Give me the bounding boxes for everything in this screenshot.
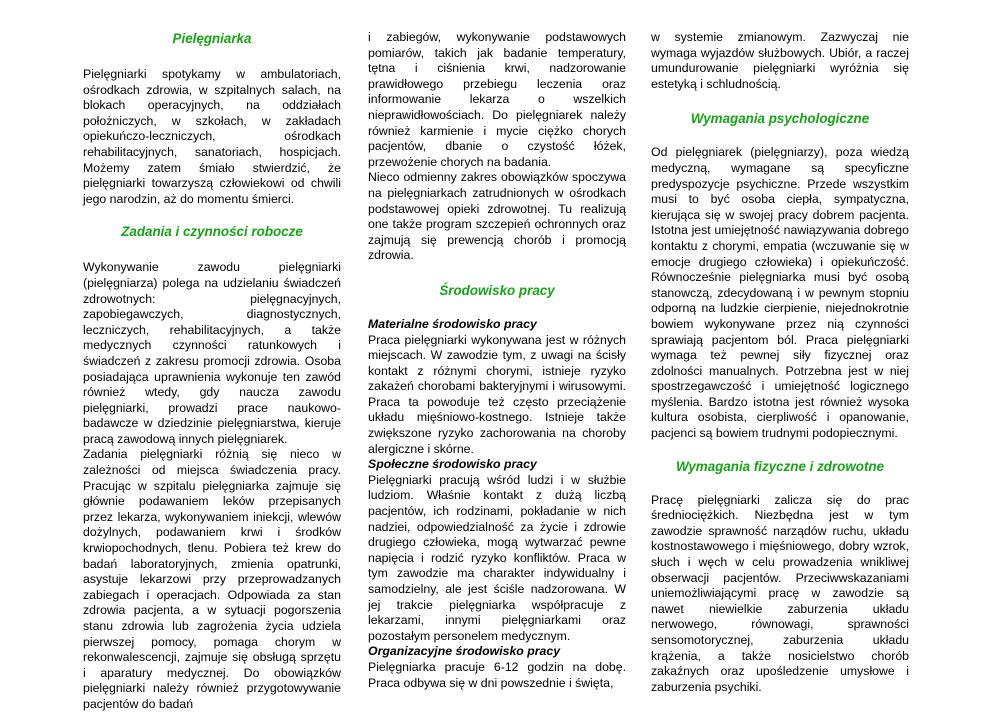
heading-pielegniarka: Pielęgniarka (172, 31, 252, 46)
org-env-paragraph: Pielęgniarka pracuje 6-12 godzin na dobę. Praca odbywa się w dni powszednie i święta, (368, 659, 626, 690)
tasks-paragraph-3: i zabiegów, wykonywanie podstawowych pomiarów, takich jak badanie temperatury, tętna i ciśnienia krwi, nadzorowanie prawidłowego przebiegu leczenia oraz informowanie lekarza o wszelkich nieprawidłowościach. Do pielęgniarek należy również karmienie i mycie ciężko chorych pacjentów, dbanie o czystość łóżek, przewożenie chorych na badania. (368, 30, 626, 169)
intro-paragraph: Pielęgniarki spotykamy w ambulatoriach, ośrodkach zdrowia, w szpitalnych salach, na blokach operacyjnych, na oddziałach położniczych, w szkołach, w zakładach opiekuńczo-leczniczych, ośrodkach rehabilitacyjnych, sanatoriach, hospicjach. Możemy zatem śmiało stwierdzić, że pielęgniarki towarzyszą człowiekowi od chwili jego narodzin, aż do momentu śmierci. (83, 67, 341, 206)
subheading-organizacyjne: Organizacyjne środowisko pracy (368, 644, 561, 659)
tasks-paragraph-1: Wykonywanie zawodu pielęgniarki (pielęgniarza) polega na udzielaniu świadczeń zdrowotnych: pielęgnacyjnych, zapobiegawczych, diagnostycznych, leczniczych, rehabilitacyjnych, a także medycznych czynności ratunkowych i świadczeń z zakresu promocji zdrowia. Osoba posiadająca uprawnienia wykonuje ten zawód również wtedy, gdy naucza zawodu pielęgniarki, prowadzi prace naukowo-badawcze w dziedzinie pielęgniarstwa, kieruje pracą zawodową innych pielęgniarek. (83, 260, 341, 446)
org-env-paragraph-cont: w systemie zmianowym. Zazwyczaj nie wymaga wyjazdów służbowych. Ubiór, a raczej umundurowanie pielęgniarki wyróżnia się estetyką i schludnością. (651, 30, 909, 91)
material-env-paragraph: Praca pielęgniarki wykonywana jest w różnych miejscach. W zawodzie tym, z uwagi na ścisły kontakt z różnymi chorymi, istnieje ryzyko zakażeń chorobami bakteryjnymi i wirusowymi. Praca ta powoduje też często przeciążenie układu mięśniowo-kostnego. Istnieje także zwiększone ryzyko zachorowania na choroby alergiczne i skórne. (368, 332, 626, 456)
tasks-paragraph-4: Nieco odmienny zakres obowiązków spoczywa na pielęgniarkach zatrudnionych w ośrodkach podstawowej opieki zdrowotnej. Tu realizują one także program szczepień ochronnych oraz zajmują się prewencją chorób i promocją zdrowia. (368, 170, 626, 263)
tasks-paragraph-2: Zadania pielęgniarki różnią się nieco w zależności od miejsca świadczenia pracy. Pracując w szpitalu pielęgniarka zajmuje się głównie podawaniem leków przepisanych przez lekarza, wykonywaniem iniekcji, wlewów dożylnych, podawaniem krwi i środków krwiopochodnych, tlenu. Pobiera też krew do badań laboratoryjnych, zmienia opatrunki, asystuje lekarzowi przy przeprowadzanych zabiegach i operacjach. Odpowiada za stan zdrowia pacjenta, a w sytuacji pogorszenia stanu zdrowia lub zagrożenia życia udziela pierwszej pomocy, pomaga chorym w rekonwalescencji, zajmuje się obsługą sprzętu i aparatury medycznej. Do obowiązków pielęgniarki należy również przygotowywanie pacjentów do badań (83, 447, 341, 711)
heading-srodowisko: Środowisko pracy (439, 282, 555, 298)
subheading-materialne: Materialne środowisko pracy (368, 316, 537, 331)
heading-psychologiczne: Wymagania psychologiczne (690, 111, 870, 127)
heading-zadania: Zadania i czynności robocze (121, 224, 303, 240)
heading-fizyczne: Wymagania fizyczne i zdrowotne (675, 458, 885, 474)
column-2 (368, 30, 626, 691)
subheading-spoleczne: Społeczne środowisko pracy (368, 457, 537, 472)
social-env-paragraph: Pielęgniarki pracują wśród ludzi i w służbie ludziom. Właśnie kontakt z dużą liczbą pacjentów, ich rodzinami, pokładanie w nich nadziei, odpowiedzialność za życie i zdrowie drugiego człowieka, mogą wytwarzać pewne napięcia i rodzić ryzyko konfliktów. Praca w tym zawodzie ma charakter indywidualny i samodzielny, ale jest ściśle nadzorowana. W jej trakcie pielęgniarka współpracuje z lekarzami, innymi pielęgniarkami oraz pozostałym personelem medycznym. (368, 472, 626, 643)
physical-paragraph: Pracę pielęgniarki zalicza się do prac średniociężkich. Niezbędna jest w tym zawodzie sprawność narządów ruchu, układu kostnostawowego i mięśniowego, dobry wzrok, słuch i węch w celu prowadzenia wnikliwej obserwacji pacjentów. Przeciwwskazaniami uniemożliwiającymi pracę w zawodzie są nawet niewielkie zaburzenia układu nerwowego, równowagi, sprawności sensomotorycznej, zaburzenia układu krążenia, a także nosicielstwo chorób zakaźnych oraz upośledzenie umysłowe i zaburzenia psychiki. (651, 492, 909, 694)
column-1 (83, 30, 341, 713)
psych-paragraph: Od pielęgniarek (pielęgniarzy), poza wiedzą medyczną, wymagane są specyficzne predyspozycje psychiczne. Przede wszystkim musi to być osoba ciepła, sympatyczna, kierująca się w swojej pracy dobrem pacjenta. Istotna jest umiejętność nawiązywania dobrego kontaktu z chorymi, empatia (wczuwanie się w emocje drugiego człowieka) i opiekuńczość. Równocześnie pielęgniarka musi być osobą stanowczą, zdecydowaną i w pewnym stopniu odporną na ludzkie cierpienie, niejednokrotnie bowiem wykonywane przez nią czynności sprawiają pacjentom ból. Praca pielęgniarki wymaga też pewnej siły fizycznej oraz zdolności manualnych. Potrzebna jest w niej spostrzegawczość i umiejętność logicznego myślenia. Bardzo istotna jest również wysoka kultura osobista, cierpliwość i opanowanie, pacjenci są bowiem trudnymi podopiecznymi. (651, 145, 909, 441)
column-3 (651, 30, 909, 695)
